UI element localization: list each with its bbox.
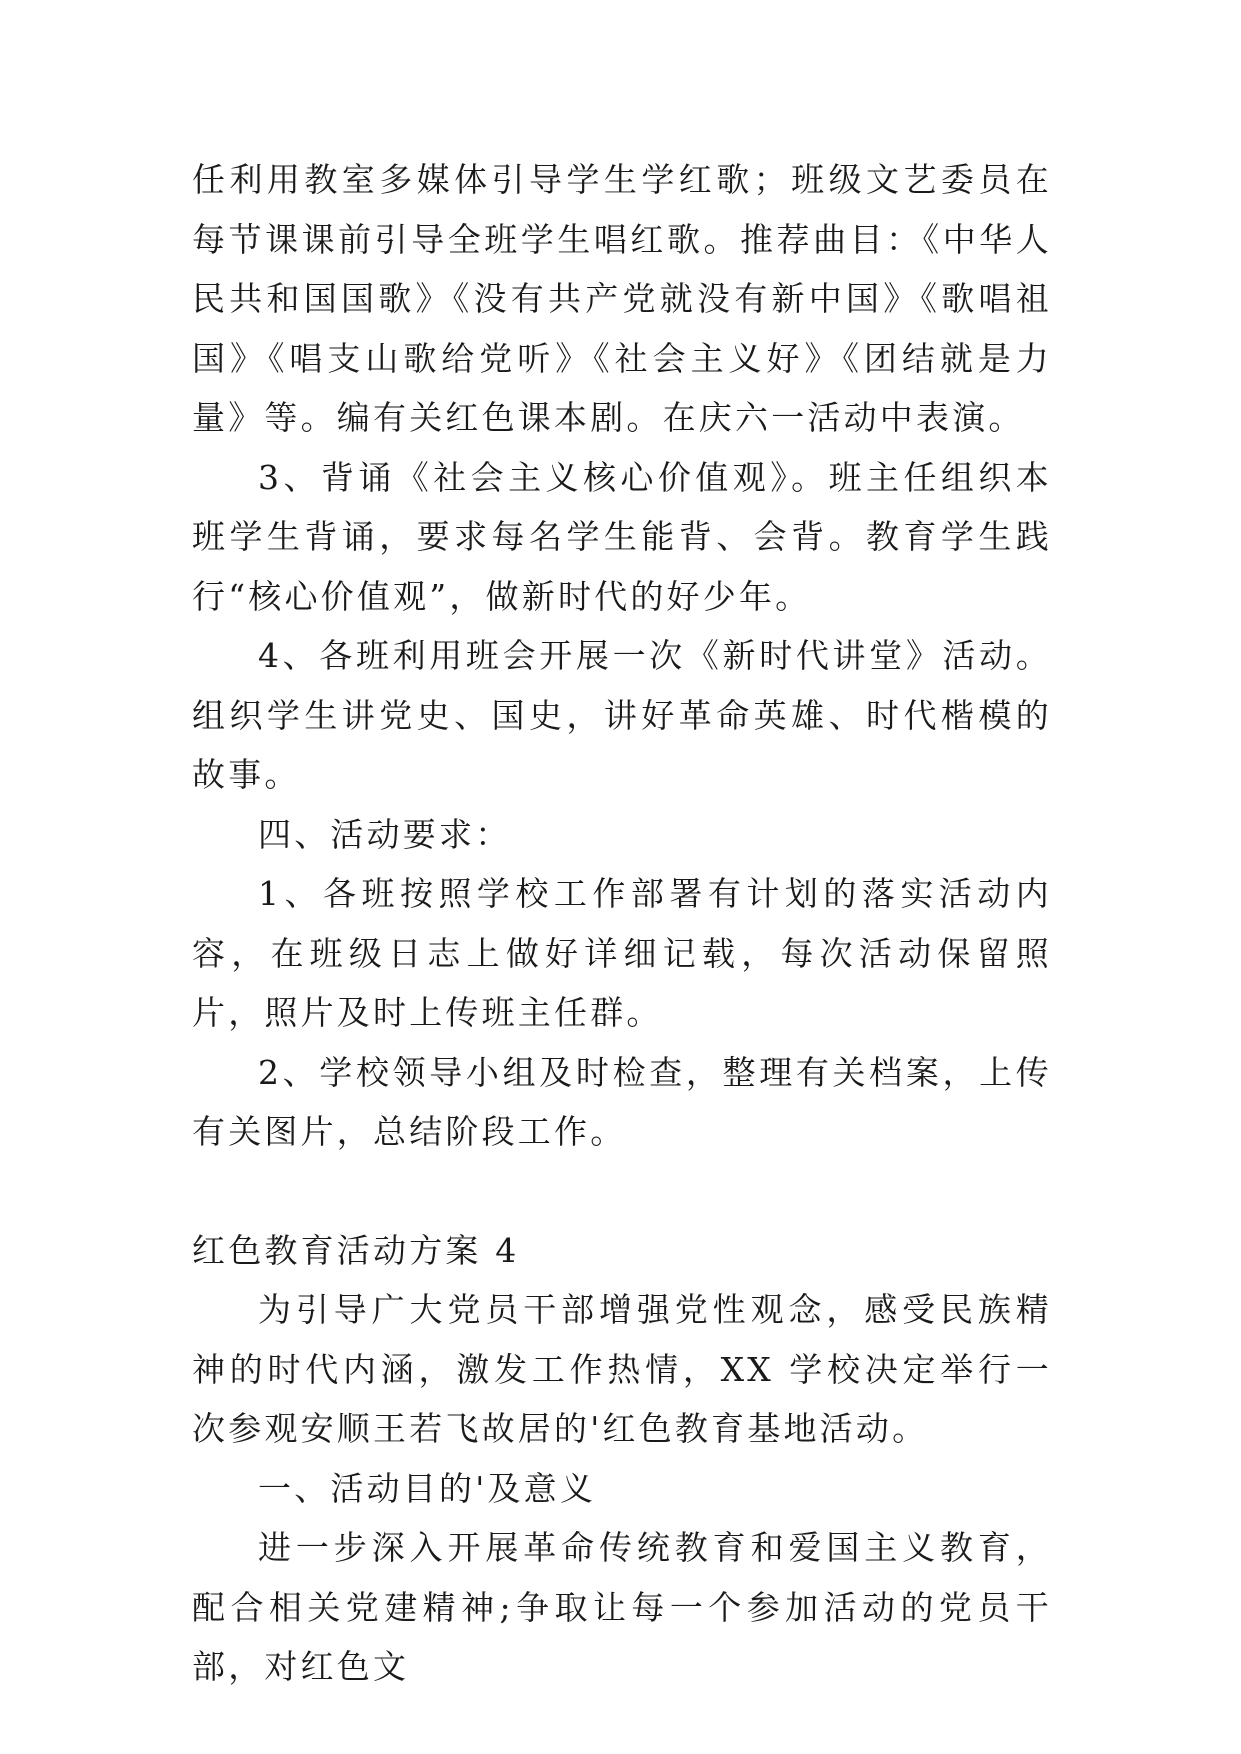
section-paragraph-purpose: 进一步深入开展革命传统教育和爱国主义教育，配合相关党建精神;争取让每一个参加活动的党员干部，对红色文 — [192, 1528, 1052, 1686]
section-title: 红色教育活动方案 4 — [192, 1230, 520, 1270]
document-body — [192, 150, 1052, 1697]
paragraph-item-4: 4、各班利用班会开展一次《新时代讲堂》活动。组织学生讲党史、国史，讲好革命英雄、时代楷模的故事。 — [192, 636, 1052, 794]
paragraph-requirement-2: 2、学校领导小组及时检查，整理有关档案，上传有关图片，总结阶段工作。 — [192, 1052, 1052, 1151]
section-paragraph-intro: 为引导广大党员干部增强党性观念，感受民族精神的时代内涵，激发工作热情，XX 学校决定举行一次参观安顺王若飞故居的'红色教育基地活动。 — [192, 1290, 1052, 1448]
paragraph-continued: 任利用教室多媒体引导学生学红歌；班级文艺委员在每节课课前引导全班学生唱红歌。推荐曲目：《中华人民共和国国歌》《没有共产党就没有新中国》《歌唱祖国》《唱支山歌给党听》《社会主义好》《团结就是力量》等。编有关红色课本剧。在庆六一活动中表演。 — [192, 160, 1052, 437]
paragraph-requirement-1: 1、各班按照学校工作部署有计划的落实活动内容，在班级日志上做好详细记载，每次活动保留照片，照片及时上传班主任群。 — [192, 874, 1052, 1032]
heading-activity-requirements: 四、活动要求： — [258, 814, 512, 854]
section-gap — [192, 1162, 1052, 1221]
paragraph-item-3: 3、背诵《社会主义核心价值观》。班主任组织本班学生背诵，要求每名学生能背、会背。教育学生践行“核心价值观”，做新时代的好少年。 — [192, 457, 1052, 616]
heading-activity-purpose: 一、活动目的'及意义 — [258, 1468, 597, 1508]
